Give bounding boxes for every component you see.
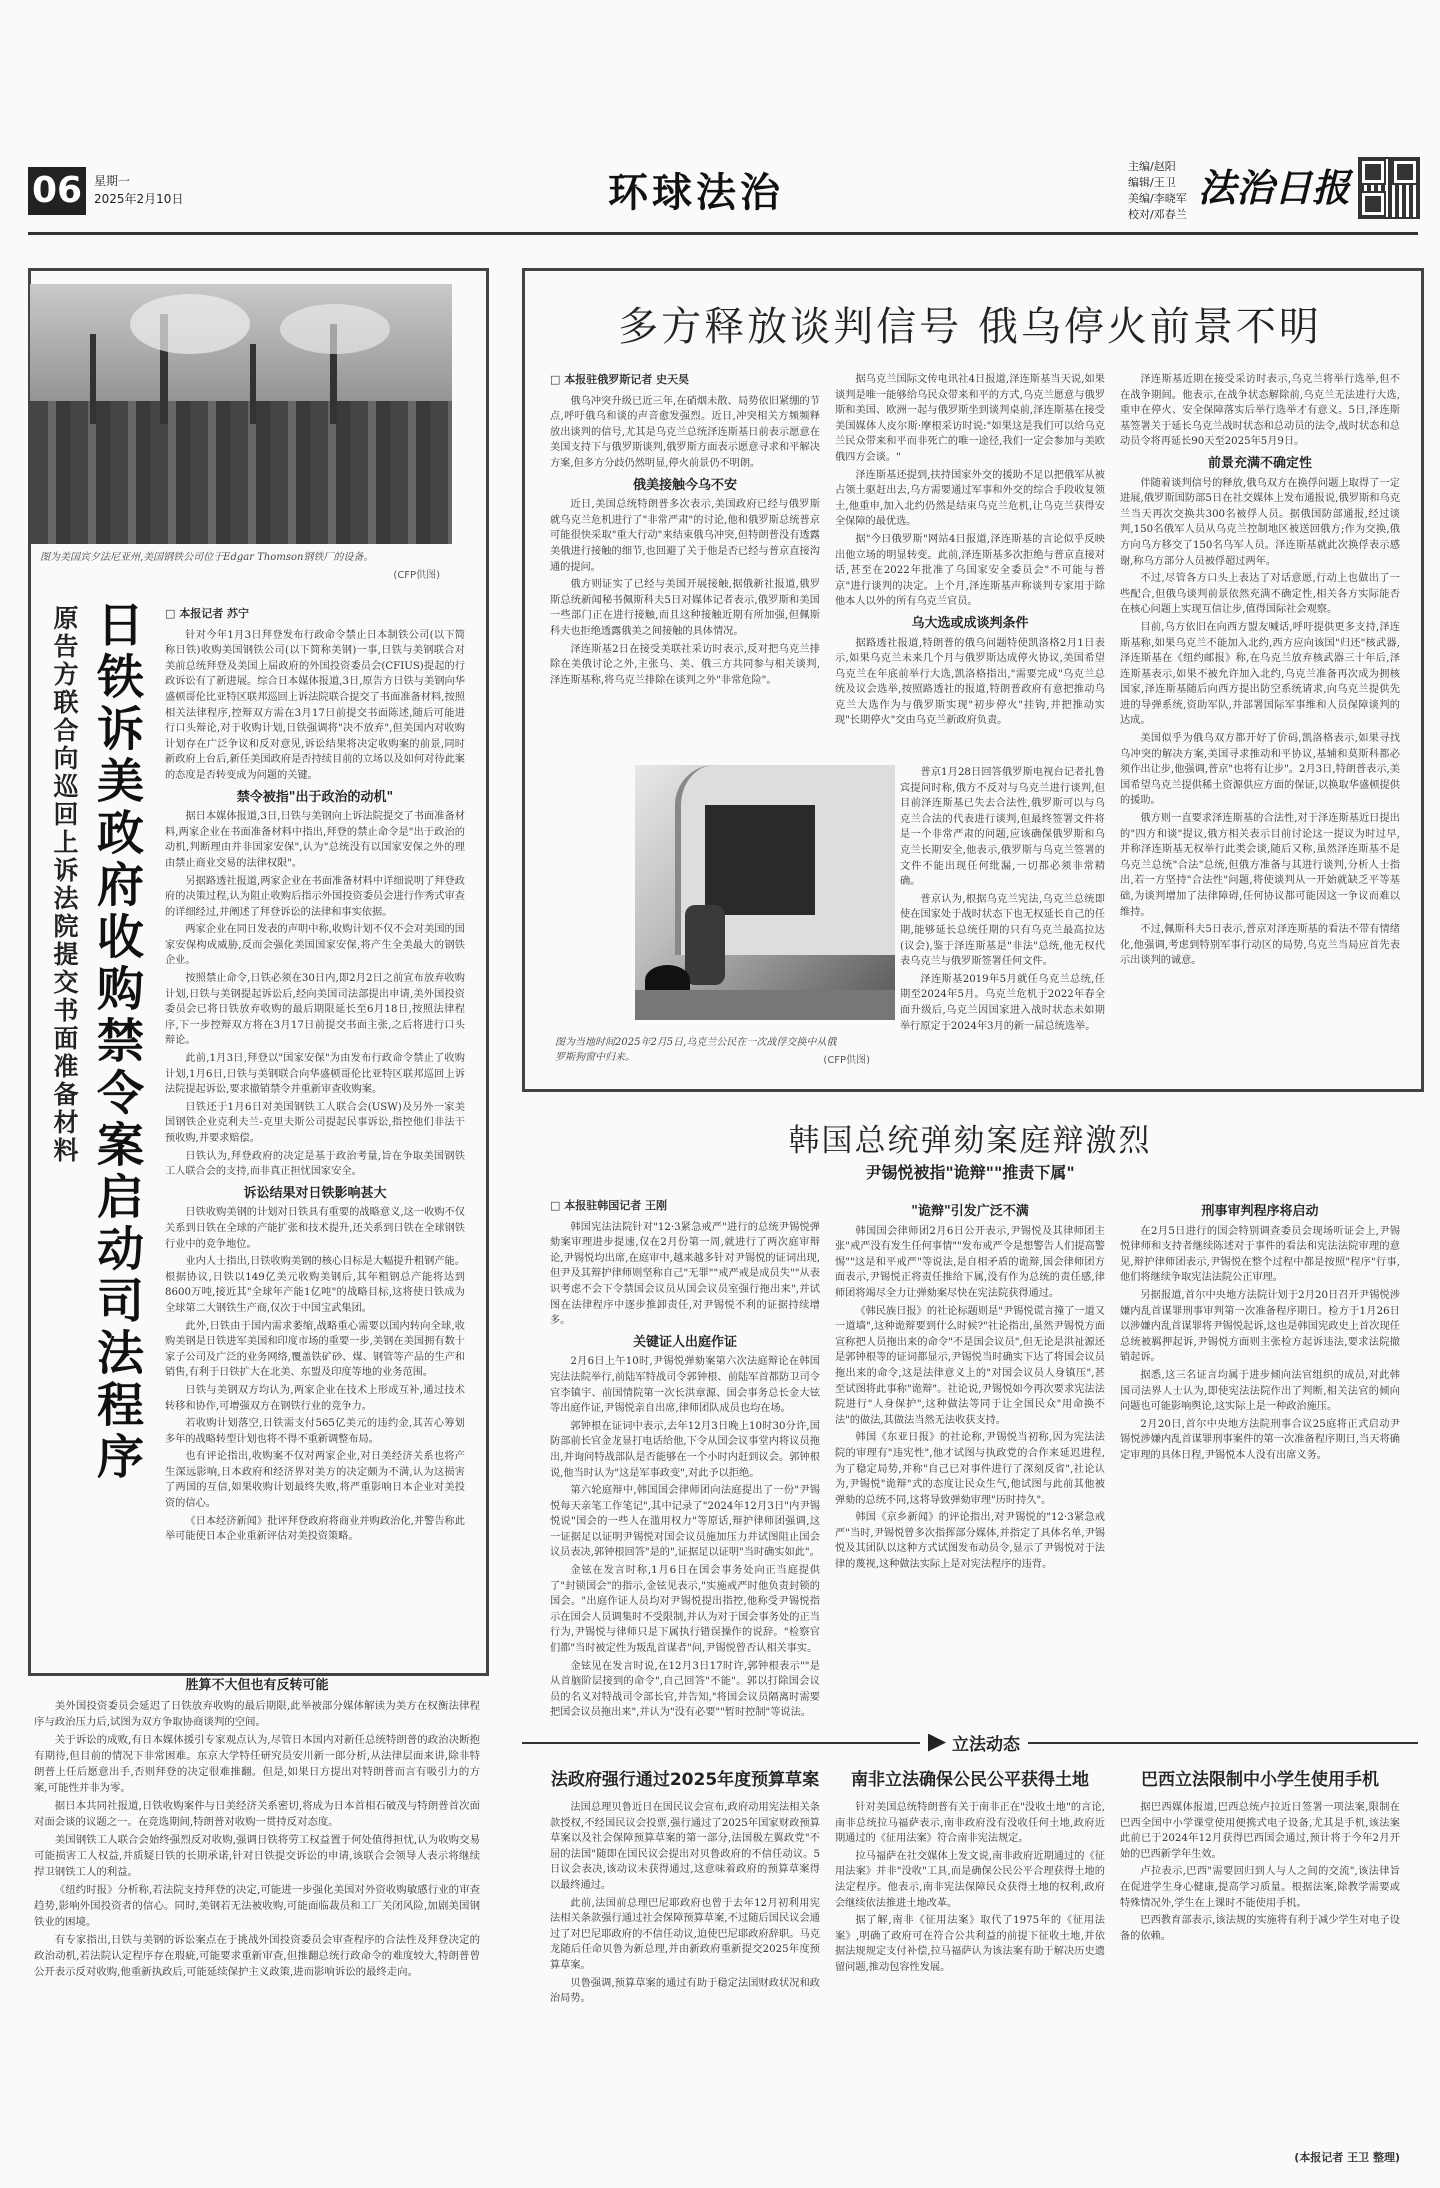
paragraph: 关于诉讼的成败,有日本媒体援引专家观点认为,尽管日本国内对新任总统特朗普的政治决断抱有期待,但目前的情况下非常困难。东京大学特任研究员安川新一郎分析,从法律层面来讲,除非特朗普上任后愿意出手,否则拜登的决定很难推翻。但是,如果日方提出对特朗普而言有吸引力的方案,可能性并非为零。 xyxy=(34,1734,480,1794)
editor-line: 校对/邓春兰 xyxy=(1128,208,1187,221)
paragraph: 泽连斯基2019年5月就任乌克兰总统,任期至2024年5月。乌克兰危机于2022年春全面升级后,乌克兰因国家进入战时状态未如期举行原定于2024年3月的新一届总统选举。 xyxy=(900,973,1105,1032)
page-header xyxy=(28,155,1418,230)
legislation-body xyxy=(835,1800,1105,2180)
paragraph: 针对美国总统特朗普有关于南非正在"没收土地"的言论,南非总统拉马福萨表示,南非政府没有没收任何土地,政府近期通过的《征用法案》符合南非宪法规定。 xyxy=(835,1802,1105,1845)
right-top-col3 xyxy=(1120,372,1400,1072)
paragraph: 贝鲁强调,预算草案的通过有助于稳定法国财政状况和政治局势。 xyxy=(550,1977,820,2005)
paragraph: 也有评论指出,收购案不仅对两家企业,对日美经济关系也将产生深远影响,日本政府和经济界对美方的决定颇为不满,认为这损害了两国的互信,如果收购计划最终失败,将严重影响日本企业对美投资的信心。 xyxy=(165,1451,465,1510)
right-photo-credit: (CFP供图) xyxy=(823,1055,870,1066)
section-heading: 乌大选或成谈判条件 xyxy=(911,615,1029,631)
left-article-continuation xyxy=(34,1672,480,2032)
paragraph: 另据报道,首尔中央地方法院计划于2月20日召开尹锡悦涉嫌内乱首谋罪刑事审判第一次准备程序期日。检方于1月26日以涉嫌内乱首谋罪将尹锡悦起诉,这也是韩国宪政史上首次现任总统被羁押起诉,尹锡悦方面则主张检方起诉违法,要求法院撤销起诉。 xyxy=(1120,1289,1400,1364)
paragraph: 《韩民族日报》的社论标题则是"尹锡悦谎言撞了一道又一道墙",这种诡辩要到什么时候?"社论指出,虽然尹锡悦方面宣称把人员拖出来的命令"不是国会议员",但无论是洪祉源还是郭钟根等的证词都显示,尹锡悦当时确实下达了将国会议员拖出来的命令,这是法律意义上的"对国会议员人身镇压",甚至试图将此事称"诡辩"。社论说,尹锡悦如今再次要求宪法法院进行"人身保护",这种做法等同于让全国民众"用命换不法"的做法,其做法当然无法收获支持。 xyxy=(835,1305,1105,1426)
paragraph: 此前,1月3日,拜登以"国家安保"为由发布行政命令禁止了收购计划,1月6日,日铁与美钢联合向华盛顿哥伦比亚特区联邦巡回上诉法院提起诉讼,要求撤销禁令并重新审查收购案。 xyxy=(165,1053,465,1096)
paragraph: 据日本媒体报道,3日,日铁与美钢向上诉法院提交了书面准备材料,两家企业在书面准备材料中指出,拜登的禁止命令是"出于政治的动机,判断理由并非国家安保",认为"总统没有以国家安保之外的理由禁止商业交易的法律权限"。 xyxy=(165,811,465,869)
paragraph: 日铁收购美钢的计划对日铁具有重要的战略意义,这一收购不仅关系到日铁在全球的产能扩张和技术提升,还关系到日铁在全球钢铁行业中的竞争地位。 xyxy=(165,1207,465,1250)
paragraph: 巴西教育部表示,该法规的实施将有利于减少学生对电子设备的依赖。 xyxy=(1120,1915,1400,1942)
right-top-headline: 多方释放谈判信号 俄乌停火前景不明 xyxy=(618,304,1322,350)
right-mid-subheadline: 尹锡悦被指"诡辩""推责下属" xyxy=(865,1163,1075,1182)
editor-line: 主编/赵阳 xyxy=(1128,160,1176,173)
paragraph: 普京1月28日回答俄罗斯电视台记者扎鲁宾提问时称,俄方不反对与乌克兰进行谈判,但目前泽连斯基已失去合法性,俄罗斯可以与乌克兰合法的代表进行谈判,但最终签署文件将是一个非常严肃的问题,应该确保俄罗斯和乌克兰长期安全,他表示,俄罗斯与乌克兰签署的文件不能出现任何纰漏,一切都必须非常精确。 xyxy=(900,767,1105,888)
paragraph: 韩国《京乡新闻》的评论指出,对尹锡悦的"12·3紧急戒严"当时,尹锡悦曾多次指挥部分媒体,并指定了具体名单,尹锡悦及其团队以这种方式试图发布动员令,显示了尹锡悦对于法律的蔑视,这种做法实际上是对宪法程序的违背。 xyxy=(835,1512,1105,1571)
paragraph: 据"今日俄罗斯"网站4日报道,泽连斯基的言论似乎反映出他立场的明显转变。此前,泽连斯基多次拒绝与普京直接对话,甚至在2022年批准了乌国家安全委员会"不可能与普京"进行谈判的决定。上个月,泽连斯基声称谈判专家用于除他本人以外的所有乌克兰官员。 xyxy=(835,533,1105,608)
paragraph: 《纽约时报》分析称,若法院支持拜登的决定,可能进一步强化美国对外资收购敏感行业的审查趋势,影响外国投资者的信心。同时,美钢若无法被收购,可能面临裁员和工厂关闭风险,加剧美国钢铁业的困境。 xyxy=(34,1884,480,1928)
weekday: 星期一 xyxy=(94,174,131,188)
paragraph: 韩国宪法法院针对"12·3紧急戒严"进行的总统尹锡悦弹劾案审理进步提速,仅在2月份第一周,就进行了两次庭审辩论,尹锡悦均出席,在庭审中,越来越多针对尹锡悦的证词出现,但尹及其辩护律师则坚称自己"无罪""戒严戒是成员失""从表识考虑不会下令禁国会议员从国会议员室强行拖出来",并试图在法律程序中逐步推卸责任,对尹锡悦不利的证据持续增多。 xyxy=(550,1221,820,1327)
section-heading: 诉讼结果对日铁影响甚大 xyxy=(243,1185,387,1201)
left-article-body xyxy=(165,606,465,1636)
paragraph: 拉马福萨在社交媒体上发文说,南非政府近期通过的《征用法案》并非"没收"工具,而是确保公民公平合理获得土地的法定程序。他表示,南非宪法保障民众获得土地的权利,政府会继续依法推进土地改革。 xyxy=(835,1850,1105,1909)
right-top-col2b xyxy=(900,765,1105,1075)
paragraph: 金铉在发言时称,1月6日在国会事务处向正当庭提供了"封锁国会"的指示,金铉见表示,"实施戒严时他负责封锁的国会。"出庭作证人员均对尹锡悦提出指控,他称受尹锡悦指示在国会人员调集时不受限制,并认为对于国会事务处的正当行为,尹锡悦与律师只是下属执行错误操作的说辞。"检察官们都"当时被定性为叛乱首谋者"问,尹锡悦曾否认相关事实。 xyxy=(550,1565,820,1655)
paragraph: 近日,美国总统特朗普多次表示,美国政府已经与俄罗斯就乌克兰危机进行了"非常严肃"的讨论,他和俄罗斯总统普京可能很快采取"重大行动"来结束俄乌冲突,但特朗普没有透露美俄进行接触的细节,也回避了关于他是否已经与普京直接沟通的提问。 xyxy=(550,499,820,573)
section-heading: "诡辩"引发广泛不满 xyxy=(911,1204,1029,1219)
paragraph: 若收购计划落空,日铁需支付565亿美元的违约金,其苦心筹划多年的战略转型计划也将不得不重新调整布局。 xyxy=(165,1418,465,1445)
legislation-label xyxy=(920,1730,1028,1755)
left-subheadline: 原告方联合向巡回上诉法院提交书面准备材料 xyxy=(50,605,79,1165)
section-heading: 前景充满不确定性 xyxy=(1207,455,1312,471)
legislation-article-1 xyxy=(550,1765,820,2180)
paragraph: 美外国投资委员会延迟了日铁放弃收购的最后期限,此举被部分媒体解读为美方在权衡法律程序与政治压力后,试图为双方争取协商谈判的空间。 xyxy=(34,1700,480,1728)
section-heading: 刑事审判程序将启动 xyxy=(1201,1204,1319,1219)
legislation-body xyxy=(1120,1800,1400,2145)
paragraph: 金铉见在发言时说,在12月3日17时许,郭钟根表示""是从首脑阶层接到的命令",自己回答"不能"。郭以打除国会议员的名义对特战司令部长官,并告知,"将国会议员隔离时需要把国会议员拖出来",并认为"没有必要""暂时控制"等说法。 xyxy=(550,1660,820,1719)
paragraph: 《日本经济新闻》批评拜登政府将商业并购政治化,并警告称此举可能使日本企业重新评估对美投资策略。 xyxy=(165,1515,465,1543)
paragraph: 2月6日上午10时,尹锡悦弹劾案第六次法庭辩论在韩国宪法法院举行,前陆军特战司令郭钟根、前陆军首都防卫司令官李镇宇、前国情院第一次长洪章源、国会事务总长金大铉等出庭作证,尹锡悦亲自出席,律师团队成员也均在场。 xyxy=(550,1356,820,1415)
paragraph: 泽连斯基近期在接受采访时表示,乌克兰将举行选举,但不在战争期间。他表示,在战争状态解除前,乌克兰无法进行大选,重申在停火、安全保障落实后举行选举才有意义。5日,泽连斯基签署关于延长乌克兰战时状态和总动员的法令,战时状态和总动员令将再延长90天至2025年5月9日。 xyxy=(1120,374,1400,448)
section-heading: 胜算不大但也有反转可能 xyxy=(185,1678,329,1693)
paragraph: 美国钢铁工人联合会始终强烈反对收购,强调日铁将劳工权益置于何处值得担忧,认为收购交易可能损害工人权益,并质疑日铁的长期承诺,针对日铁提交诉讼的申请,该联合会领导人表示将继续捍卫钢铁工人的利益。 xyxy=(34,1834,480,1878)
paragraph: 据巴西媒体报道,巴西总统卢拉近日签署一项法案,限制在巴西全国中小学课堂使用便携式电子设备,尤其是手机,该法案此前已于2024年12月获得巴西国会通过,预计将于今年2月开始的巴西新学年生效。 xyxy=(1120,1802,1400,1860)
paragraph: 法国总理贝鲁近日在国民议会宣布,政府动用宪法相关条款授权,不经国民议会投票,强行通过了2025年国家财政预算草案以及社会保障预算草案的第一部分,法国极左翼政党"不屈的法国"随即在国民议会提出对贝鲁政府的不信任动议。5日议会表决,该动议未获得通过,这意味着政府的预算草案得以最终通过。 xyxy=(550,1802,820,1891)
page-number-badge: 06 xyxy=(28,167,86,215)
editor-credits xyxy=(1128,159,1187,223)
issue-date: 2025年2月10日 xyxy=(94,192,184,206)
paragraph: 据路透社报道,特朗普的俄乌问题特使凯洛格2月1日表示,如果乌克兰未来几个月与俄罗斯达成停火协议,美国希望乌克兰在年底前举行大选,凯洛格指出,"需要完成"乌克兰总统及议会选举,按照路透社的报道,特朗普政府有意把推动乌克兰大选作为与俄罗斯实现"初步停火"挂钩,并把推动实现"长期停火"交由乌克兰新政府负责。 xyxy=(835,637,1105,727)
legislation-credit: (本报记者 王卫 整理) xyxy=(1294,2151,1400,2164)
header-rule xyxy=(28,232,1418,235)
legislation-article-3 xyxy=(1120,1765,1400,2165)
paragraph: 日铁与美钢双方均认为,两家企业在技术上形成互补,通过技术转移和协作,可增强双方在钢铁行业的竞争力。 xyxy=(165,1384,465,1412)
steel-plant-photo xyxy=(30,284,452,544)
left-photo-credit: (CFP供图) xyxy=(393,570,440,581)
paragraph: 卢拉表示,巴西"需要回归到人与人之间的交流",该法律旨在促进学生身心健康,提高学习质量。根据法案,除教学需要或特殊情况外,学生在上课时不能使用手机。 xyxy=(1120,1866,1400,1909)
paragraph: 据悉,这三名证言均属于进步倾向法官组织的成员,对此韩国司法界人士认为,即使宪法法院作出了判断,相关法官的倾向问题也可能影响舆论,这实际上是一种政治施压。 xyxy=(1120,1369,1400,1413)
paragraph: 不过,尽管各方口头上表达了对话意愿,行动上也做出了一些配合,但俄乌谈判前景依然充满不确定性,相关各方实际能否在核心问题上实现互信让步,值得国际社会观察。 xyxy=(1120,573,1400,616)
legislation-article-2 xyxy=(835,1765,1105,2180)
paragraph: 业内人士指出,日铁收购美钢的核心目标是大幅提升粗钢产能。根据协议,日铁以149亿美元收购美钢后,其年粗钢总产能将达到8600万吨,接近其"全球年产能1亿吨"的战略目标,这将使日铁成为全球第二大钢铁生产商,仅次于中国宝武集团。 xyxy=(165,1256,465,1314)
paragraph: 郭钟根在证词中表示,去年12月3日晚上10时30分许,国防部前长官金龙显打电话给他,下令从国会议事堂内将议员拖出,并询问特战部队是否能够在一个小时内赶到议会。郭钟根说,他当时认为"这是军事政变",对此予以拒绝。 xyxy=(550,1420,820,1479)
right-mid-col2 xyxy=(835,1198,1105,1728)
paragraph: 2月20日,首尔中央地方法院刑事合议25庭将正式启动尹锡悦涉嫌内乱首谋罪刑事案件的第一次准备程序期日,当天将确定审理的具体日程,尹锡悦本人没有出席义务。 xyxy=(1120,1418,1400,1461)
right-top-col2 xyxy=(835,372,1105,757)
editor-line: 编辑/王卫 xyxy=(1128,176,1176,189)
paragraph: 第六轮庭辩中,韩国国会律师团向法庭提出了一份"尹锡悦每天亲笔工作笔记",其中记录了"2024年12月3日"内尹锡悦说"国会的一些人在滥用权力"等原话,辩护律师团强调,这一证据足以证明尹锡悦对国会议员施加压力并试图阻止国会议员表决,郭钟根回答"是的",证据足以证明"当时确实如此"。 xyxy=(550,1485,820,1559)
paragraph: 目前,乌方依旧在向西方盟友喊话,呼吁提供更多支持,泽连斯基称,如果乌克兰不能加入北约,西方应向该国"归还"核武器,泽连斯基在《纽约邮报》称,在乌克兰放弃核武器三十年后,泽连斯基表示,如果不被允许加入北约,乌克兰准备再次成为拥核国家,泽连斯基随后向西方提出防空系统请求,向乌克兰提供先进的导弹系统,资助军队,并部署国际军事维和人员保障谈判的达成。 xyxy=(1120,621,1400,727)
paragraph: 按照禁止命令,日铁必须在30日内,即2月2日之前宣布放弃收购计划,日铁与美钢提起诉讼后,经向美国司法部提出申请,美外国投资委员会已将日铁放弃收购的最后期限延长至6月18日,按照法律程序,下一步控辩双方将在3月17日前提交书面主张,之后将进行口头辩论。 xyxy=(165,973,465,1047)
qr-code-icon[interactable] xyxy=(1358,157,1420,219)
paragraph: 俄方则一直要求泽连斯基的合法性,对于泽连斯基近日提出的"四方和谈"提议,俄方相关表示目前讨论这一提议为时过早,并称泽连斯基无权举行此类会谈,随后又称,虽然泽连斯基不是乌克兰总统"合法"总统,但俄方准备与其进行谈判,分析人士指出,若一方坚持"合法性"问题,将使谈判从一开始就缺乏平等基础,为谈判增加了法律障碍,任何协议都可能因这一争议而难以维持。 xyxy=(1120,813,1400,918)
legislation-headline: 南非立法确保公民公平获得土地 xyxy=(851,1770,1089,1790)
right-mid-byline: □ 本报驻韩国记者 王刚 xyxy=(550,1199,668,1212)
right-mid-col3 xyxy=(1120,1198,1400,1728)
left-article xyxy=(30,270,482,1670)
paragraph: 美国似乎为俄乌双方都开好了价码,凯洛格表示,如果寻找乌冲突的解决方案,美国寻求推动和平协议,基辅和莫斯科都必须作出让步,他强调,普京"也将有让步"。2月3日,特朗普表示,美国希望乌克兰提供稀土资源供应方面的保证,以换取华盛顿提供的援助。 xyxy=(1120,733,1400,807)
paragraph: 据乌克兰国际文传电讯社4日报道,泽连斯基当天说,如果谈判是唯一能够给乌民众带来和平的方式,乌克兰愿意与俄罗斯和美国、欧洲一起与俄罗斯坐到谈判桌前,泽连斯基在接受美国媒体人皮尔斯·摩根采访时说:"如果这是我们可以给乌克兰民众带来和平而非死亡的唯一途径,我们一定会参加与美欧俄四方会谈。" xyxy=(835,374,1105,463)
right-top-byline: □ 本报驻俄罗斯记者 史天昊 xyxy=(550,373,690,386)
paragraph: 有专家指出,日铁与美钢的诉讼案点在于挑战外国投资委员会审查程序的合法性及拜登决定的政治动机,若法院认定程序存在瑕疵,可能要求重新审查,但推翻总统行政命令的难度较大,特朗普曾公开表示反对收购,他重新执政后,可能延续保护主义政策,进而影响诉讼的最终走向。 xyxy=(34,1934,480,1978)
masthead-logo: 法治日报 xyxy=(1198,165,1351,210)
right-mid-headline: 韩国总统弹劾案庭辩激烈 xyxy=(788,1123,1152,1159)
paragraph: 日铁还于1月6日对美国钢铁工人联合会(USW)及另外一家美国钢铁企业克利夫兰-克里夫斯公司提起民事诉讼,指控他们非法干预收购,并要求赔偿。 xyxy=(165,1101,465,1144)
left-photo-caption: 图为美国宾夕法尼亚州,美国钢铁公司位于Edgar Thomson钢铁厂的设备。 xyxy=(40,552,374,563)
paragraph: 据了解,南非《征用法案》取代了1975年的《征用法案》,明确了政府可在符合公共利益的前提下征收土地,并依据法规规定支付补偿,拉马福萨认为该法案有助于解决历史遗留问题,推动包容性发展。 xyxy=(835,1915,1105,1973)
left-headline: 日铁诉美政府收购禁令案启动司法程序 xyxy=(89,600,144,1484)
paragraph: 此前,法国前总理巴尼耶政府也曾于去年12月初利用宪法相关条款强行通过社会保障预算草案,不过随后国民议会通过了对巴尼耶政府的不信任动议,迫使巴尼耶政府辞职。马克龙随后任命贝鲁为新总理,并由新政府重新提交2025年度预算草案。 xyxy=(550,1897,820,1971)
paragraph: 针对今年1月3日拜登发布行政命令禁止日本制铁公司(以下简称日铁)收购美国钢铁公司(以下简称美钢)一事,日铁与美钢联合对美前总统拜登及美国上届政府的外国投资委员会(CFIUS)提起的行政诉讼有了新进展。综合日本媒体报道,3日,原告方日铁与美钢向华盛顿哥伦比亚特区联邦巡回上诉法院联合提交了书面准备材料,按照相关法律程序,控辩双方需在3月17日前提交书面陈述,随后可能进行口头辩论,对于收购计划,日铁强调将"决不放弃",但美国内对收购计划存在广泛争议和反对意见,诉讼结果将决定收购案的前景,同时新政府上台后,新任美国政府是否持续目前的立场以及如何对待此案的态度是否转变成为问题的关键。 xyxy=(165,629,465,781)
paragraph: 俄方则证实了已经与美国开展接触,据俄新社报道,俄罗斯总统新闻秘书佩斯科夫5日对媒体记者表示,俄罗斯和美国一些部门正在进行接触,而且这种接触近期有所加强,但佩斯科夫也拒绝透露俄美之间接触的具体情况。 xyxy=(550,579,820,637)
section-heading: 禁令被指"出于政治的动机" xyxy=(236,789,394,805)
legislation-headline: 巴西立法限制中小学生使用手机 xyxy=(1141,1770,1379,1790)
legislation-body xyxy=(550,1800,820,2180)
right-photo-caption: 图为当地时间2025年2月5日,乌克兰公民在一次战俘交换中从俄罗斯狗窗中归来。 xyxy=(555,1037,837,1063)
paragraph: 伴随着谈判信号的释放,俄乌双方在换俘问题上取得了一定进展,俄罗斯国防部5日在社交媒体上发布通报说,俄罗斯和乌克兰当天再次交换共300名被俘人员。据俄国防部通报,经过谈判,150名俄军人员从乌克兰控制地区被送回俄方;作为交换,俄方向乌方移交了150名乌军人员。泽连斯基就此次换俘表示感谢,称乌方部分人员被俘超过两年。 xyxy=(1120,477,1400,567)
left-byline: □ 本报记者 苏宁 xyxy=(165,607,250,620)
paragraph: 泽连斯基2日在接受美联社采访时表示,反对把乌克兰排除在美俄讨论之外,主张乌、美、俄三方共同参与相关谈判,泽连斯基称,将乌克兰排除在谈判之外"非常危险"。 xyxy=(550,643,820,686)
legislation-marker-icon xyxy=(928,1734,946,1752)
prisoner-exchange-photo xyxy=(635,765,895,1020)
paragraph: 此外,日铁由于国内需求萎缩,战略重心需要以国内转向全球,收购美钢是日铁进军美国和印度市场的重要一步,美钢在美国拥有数十家子公司及广泛的业务网络,覆盖铁矿砂、煤、钢管等产品的生产和销售,有利于日铁扩大在北美、东盟及印度等地的业务范围。 xyxy=(165,1320,465,1379)
paragraph: 韩国国会律师团2月6日公开表示,尹锡悦及其律师团主张"戒严没有发生任何事情""发布戒严令是想警告人们提高警惕""这是和平戒严"等说法,是自相矛盾的诡辩,国会律师团方面表示,尹锡悦正将责任推给下属,没有作为总统的责任感,律师团将竭尽全力让弹劾案尽快在宪法院获得通过。 xyxy=(835,1225,1105,1299)
paragraph: 日铁认为,拜登政府的决定是基于政治考量,旨在争取美国钢铁工人联合会的支持,而非真正担忧国家安全。 xyxy=(165,1150,465,1178)
legislation-label-text: 立法动态 xyxy=(952,1735,1020,1755)
paragraph: 俄乌冲突升级已近三年,在硝烟未散、局势依旧紧绷的节点,呼吁俄乌和谈的声音愈发强烈。近日,冲突相关方频频释放出谈判的信号,尤其是乌克兰总统泽连斯基日前表示愿意在美国支持下与俄罗斯谈判,俄罗斯方面表示愿意寻求和平解决方案,但多方分歧仍然明显,停火前景仍不明朗。 xyxy=(550,395,820,469)
section-heading: 俄美接触今乌不安 xyxy=(632,477,737,493)
paragraph: 另据路透社报道,两家企业在书面准备材料中详细说明了拜登政府的决策过程,认为阻止收购后指示外国投资委员会进行作秀式审查的详细经过,并阐述了拜登诉讼的法律和事实依据。 xyxy=(165,875,465,918)
legislation-headline: 法政府强行通过2025年度预算草案 xyxy=(550,1770,820,1790)
paragraph: 在2月5日进行的国会特别调查委员会现场听证会上,尹锡悦律师和支持者继续陈述对于事件的看法和宪法法院审理的意见,辩护律师团表示,尹锡悦在整个过程中都是按照"程序"行事,他们将继续争取宪法法院公正审理。 xyxy=(1120,1225,1400,1284)
paragraph: 不过,佩斯科夫5日表示,普京对泽连斯基的看法不带有情绪化,他强调,考虑到特别军事行动区的局势,乌克兰当局应首先表示出谈判的诚意。 xyxy=(1120,924,1400,967)
right-mid-col1 xyxy=(550,1198,820,1728)
paragraph: 韩国《东亚日报》的社论称,尹锡悦当初称,因为宪法法院的审理有"违宪性",他才试图与执政党的合作来延迟进程,为了稳定局势,并称"自己已对事件进行了深刻反省",社论认为,尹锡悦"诡辩"式的态度让民众生气,他试图与此前其他被弹劾的总统不同,这将导致弹劾审理"历时持久"。 xyxy=(835,1432,1105,1506)
paragraph: 普京认为,根据乌克兰宪法,乌克兰总统即使在国家处于战时状态下也无权延长自己的任期,能够延长总统任期的只有乌克兰最高拉达(议会),鉴于泽连斯基是"非法"总统,他无权代表乌克兰与俄罗斯签署任何文件。 xyxy=(900,893,1105,968)
paragraph: 据日本共同社报道,日铁收购案件与日美经济关系密切,将成为日本首相石破茂与特朗普首次面对面会谈的议题之一。在竞选期间,特朗普对收购一贯持反对态度。 xyxy=(34,1800,480,1828)
editor-line: 美编/李晓军 xyxy=(1128,192,1187,205)
paragraph: 泽连斯基还提到,扶持国家外交的援助不足以把俄军从被占领土驱赶出去,乌方需要通过军事和外交的综合手段收复领土,他重申,加入北约仍然是结束乌克兰危机,让乌克兰获得安全保障的最优选。 xyxy=(835,469,1105,528)
section-title: 环球法治 xyxy=(608,170,784,216)
section-heading: 关键证人出庭作证 xyxy=(632,1334,737,1350)
paragraph: 两家企业在同日发表的声明中称,收购计划不仅不会对美国的国家安保构成威胁,反而会强化美国国家安保,将产生全美最大的钢铁企业。 xyxy=(165,924,465,967)
